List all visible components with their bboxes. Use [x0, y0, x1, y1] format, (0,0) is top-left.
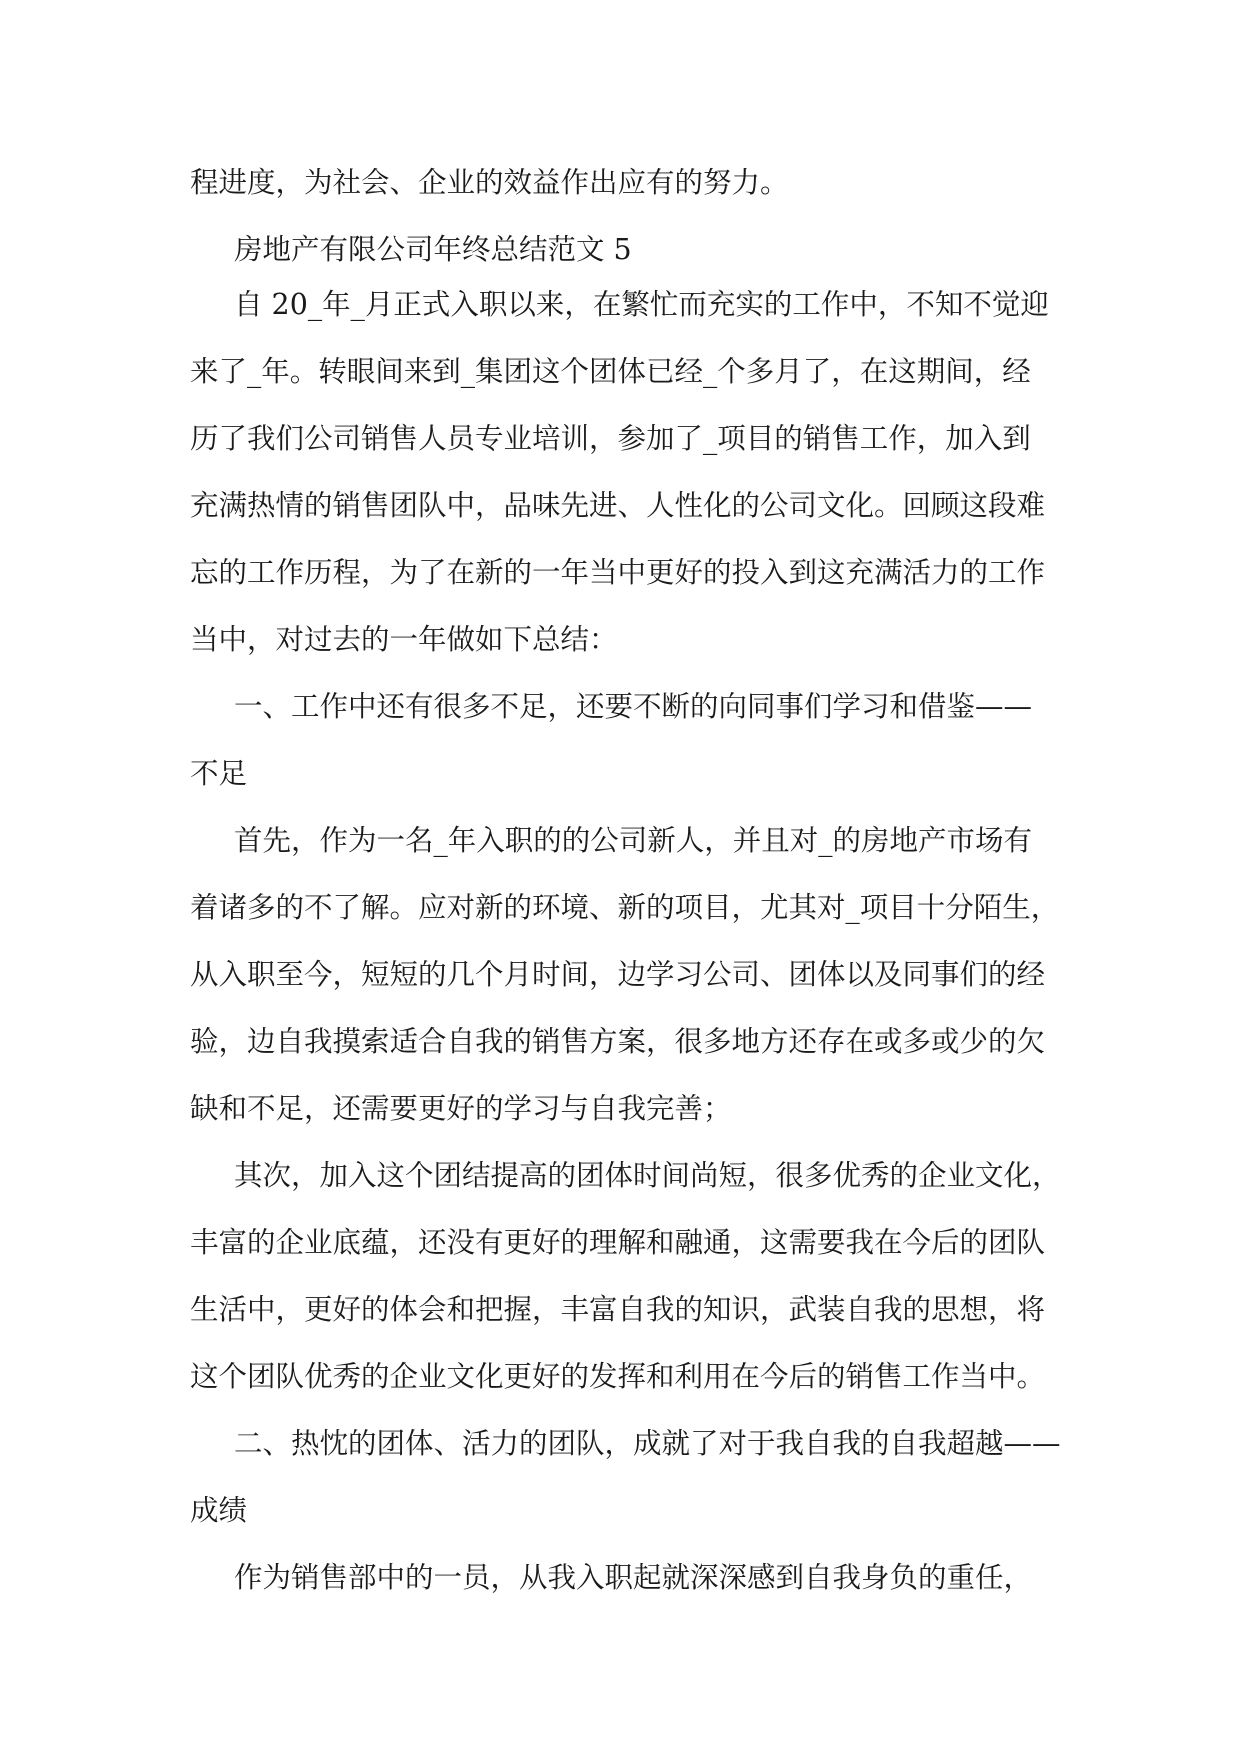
- text-line: 其次，加入这个团结提高的团体时间尚短，很多优秀的企业文化，: [234, 1159, 1061, 1192]
- text-line: 着诸多的不了解。应对新的环境、新的项目，尤其对_项目十分陌生，: [190, 891, 1060, 924]
- text-line: 充满热情的销售团队中，品味先进、人性化的公司文化。回顾这段难: [190, 489, 1046, 522]
- text-line: 忘的工作历程，为了在新的一年当中更好的投入到这充满活力的工作: [190, 556, 1046, 589]
- subheading-line: 二、热忱的团体、活力的团队，成就了对于我自我的自我超越——: [234, 1427, 1061, 1460]
- text-line: 自 20_年_月正式入职以来，在繁忙而充实的工作中，不知不觉迎: [234, 288, 1049, 321]
- text-line: 验，边自我摸索适合自我的销售方案，很多地方还存在或多或少的欠: [190, 1025, 1046, 1058]
- subheading-line: 一、工作中还有很多不足，还要不断的向同事们学习和借鉴——: [234, 690, 1033, 723]
- text-line: 当中，对过去的一年做如下总结：: [190, 623, 618, 656]
- section-heading: 房地产有限公司年终总结范文 5: [234, 233, 632, 266]
- text-line: 程进度，为社会、企业的效益作出应有的努力。: [190, 166, 789, 199]
- text-line: 历了我们公司销售人员专业培训，参加了_项目的销售工作，加入到: [190, 422, 1031, 455]
- text-line: 首先，作为一名_年入职的的公司新人，并且对_的房地产市场有: [234, 824, 1033, 857]
- text-line: 丰富的企业底蕴，还没有更好的理解和融通，这需要我在今后的团队: [190, 1226, 1046, 1259]
- text-line: 作为销售部中的一员，从我入职起就深深感到自我身负的重任，: [234, 1561, 1033, 1594]
- text-line: 这个团队优秀的企业文化更好的发挥和利用在今后的销售工作当中。: [190, 1360, 1046, 1393]
- text-line: 生活中，更好的体会和把握，丰富自我的知识，武装自我的思想，将: [190, 1293, 1046, 1326]
- subheading-line: 成绩: [190, 1494, 248, 1527]
- text-line: 来了_年。转眼间来到_集团这个团体已经_个多月了，在这期间，经: [190, 355, 1031, 388]
- text-line: 缺和不足，还需要更好的学习与自我完善；: [190, 1092, 732, 1125]
- text-line: 从入职至今，短短的几个月时间，边学习公司、团体以及同事们的经: [190, 958, 1046, 991]
- subheading-line: 不足: [190, 757, 248, 790]
